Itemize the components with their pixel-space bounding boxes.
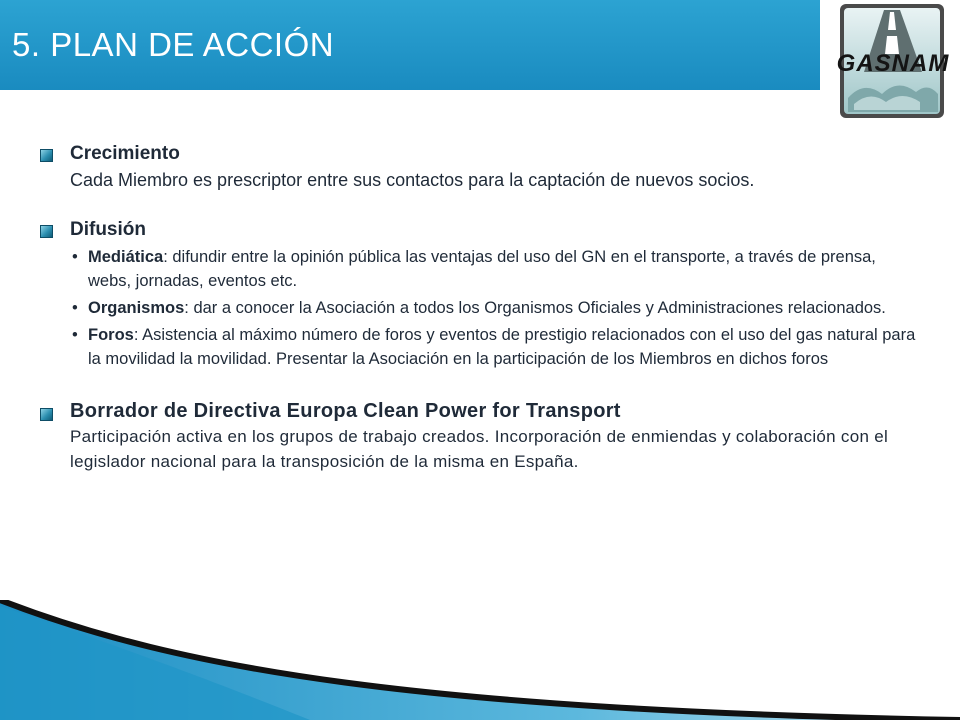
bullet-dot-icon: • xyxy=(72,299,78,317)
bullet-bold-label: Mediática xyxy=(88,248,164,266)
logo-text: GASNAM xyxy=(836,50,950,77)
section-text: Participación activa en los grupos de trabajo creados. Incorporación de enmiendas y colaboración con el legislador nacional para la transposición de la misma en España. xyxy=(70,427,889,471)
bullet-dot-icon: • xyxy=(72,248,78,266)
section-crecimiento xyxy=(38,140,918,194)
section-difusion xyxy=(38,216,918,371)
bullet-bold-label: Foros xyxy=(88,326,134,344)
square-bullet-icon xyxy=(40,149,53,162)
bullet-text: : dar a conocer la Asociación a todos los Organismos Oficiales y Administraciones relacionados. xyxy=(184,299,886,317)
list-item xyxy=(70,245,918,293)
decorative-swoosh xyxy=(0,600,960,720)
section-borrador xyxy=(38,399,918,474)
slide-content xyxy=(38,140,918,474)
bullet-text: : difundir entre la opinión pública las ventajas del uso del GN en el transporte, a través de prensa, webs, jornadas, eventos etc. xyxy=(88,248,876,290)
section-heading: Crecimiento xyxy=(70,143,180,164)
title-bar xyxy=(0,0,820,90)
section-text: Cada Miembro es prescriptor entre sus contactos para la captación de nuevos socios. xyxy=(70,170,755,190)
square-bullet-icon xyxy=(40,408,53,421)
slide-title: 5. PLAN DE ACCIÓN xyxy=(12,26,335,63)
bullet-list xyxy=(70,245,918,371)
gasnam-logo xyxy=(824,2,956,122)
section-heading: Borrador de Directiva Europa Clean Power for Transport xyxy=(70,400,621,422)
section-heading: Difusión xyxy=(70,219,146,240)
square-bullet-icon xyxy=(40,225,53,238)
bullet-dot-icon: • xyxy=(72,326,78,344)
bullet-text: : Asistencia al máximo número de foros y eventos de prestigio relacionados con el uso del gas natural para la movilidad la movilidad. Presentar la Asociación en la participación de los Miembros en dichos foros xyxy=(88,326,916,368)
list-item xyxy=(70,323,918,371)
bullet-bold-label: Organismos xyxy=(88,299,185,317)
list-item xyxy=(70,296,918,320)
